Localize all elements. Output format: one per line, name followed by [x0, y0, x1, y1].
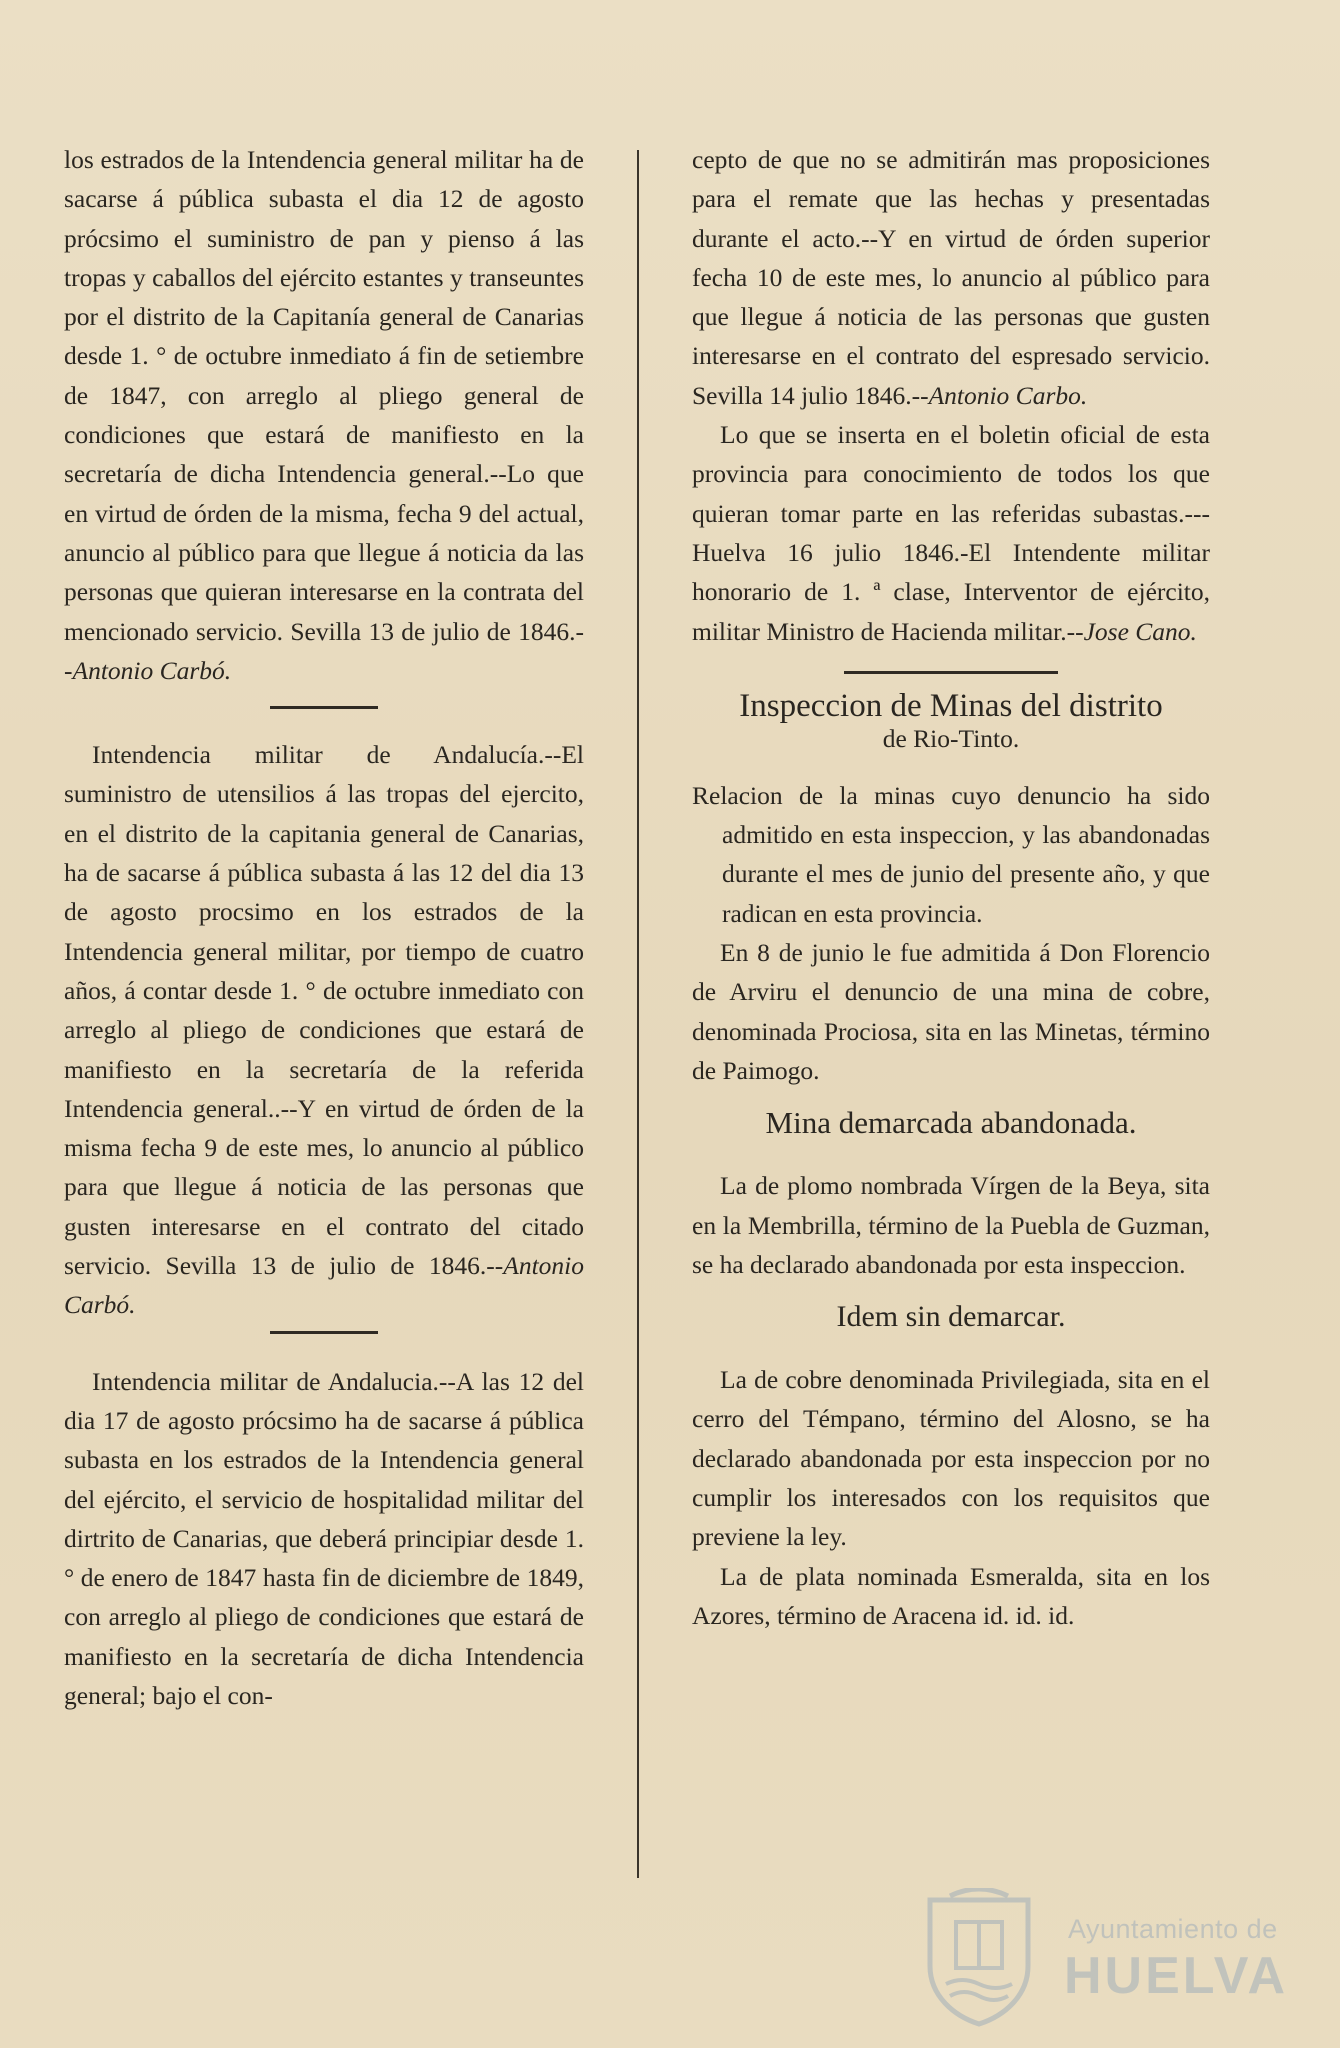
article-utensilios: [64, 735, 584, 1324]
heading-idem-sin-demarcar: Idem sin demarcar.: [836, 1300, 1066, 1334]
watermark-line2: HUELVA: [1064, 1947, 1289, 2005]
divider-rule: [270, 1331, 378, 1334]
signature: Antonio Carbo.: [928, 380, 1088, 410]
article-text: Lo que se inserta en el boletin oficial de esta provincia para conocimiento de todos los que quieran tomar parte en las referidas subastas.---Huelva 16 julio 1846.-El Intendente militar honorario de 1. ª clase, Interventor de ejército, militar Ministro de Hacienda militar.--: [692, 420, 1210, 646]
article-continuation: [692, 140, 1210, 415]
article-text: cepto de que no se admitirán mas proposiciones para el remate que las hechas y presentadas durante el acto.--Y en virtud de órden superior fecha 10 de este mes, lo anuncio al público para que llegue á noticia de las personas que gusten interesarse en el contrato del espresado servicio. Sevilla 14 julio 1846.--: [692, 145, 1210, 410]
signature: Antonio Carbó.: [64, 1251, 584, 1320]
section-heading: Inspeccion de Minas del distrito: [739, 687, 1163, 724]
signature: Jose Cano.: [1083, 616, 1197, 646]
coat-of-arms-icon: [920, 1888, 1038, 2028]
divider-rule: [270, 706, 378, 709]
huelva-watermark: [920, 1888, 1289, 2028]
article-boletin: [692, 415, 1210, 651]
plomo-paragraph: La de plomo nombrada Vírgen de la Beya, sita en la Membrilla, término de la Puebla de Guzman, se ha declarado abandonada por esta inspeccion.: [692, 1171, 1210, 1279]
section-subheading: de Rio-Tinto.: [882, 723, 1020, 753]
article-text: Intendencia militar de Andalucía.--El suministro de utensilios á las tropas del ejercito, en el distrito de la capitania general de Canarias, ha de sacarse á pública subasta á las 12 del dia 13 de agosto procsimo en los estrados de la Intendencia general militar, por tiempo de cuatro años, á contar desde 1. ° de octubre inmediato con arreglo al pliego de condiciones que estará de manifiesto en la secretaría de la referida Intendencia general..--Y en virtud de órden de la misma fecha 9 de este mes, lo anuncio al público para que llegue á noticia de las personas que gusten interesarse en el contrato del citado servicio. Sevilla 13 de julio de 1846.--: [64, 740, 584, 1281]
article-hospitalidad: Intendencia militar de Andalucia.--A las 12 del dia 17 de agosto prócsimo ha de sacarse á pública subasta en los estrados de la Intendencia general del ejército, el servicio de hospitalidad militar del dirtrito de Canarias, que deberá principiar desde 1. ° de enero de 1847 hasta fin de diciembre de 1849, con arreglo al pliego de condiciones que estará de manifiesto en la secretaría de dicha Intendencia general; bajo el con-: [64, 1366, 584, 1710]
section-divider-rule: [844, 671, 1058, 674]
signature: Antonio Carbó.: [72, 655, 232, 685]
heading-mina-demarcada: Mina demarcada abandonada.: [765, 1105, 1137, 1141]
left-column: [64, 140, 584, 1715]
right-column: [692, 140, 1210, 1635]
article-suministro-pan: [64, 140, 584, 690]
relacion-paragraph: Relacion de la minas cuyo denuncio ha sido admitido en esta inspeccion, y las abandonadas durante el mes de junio del presente año, y que radican en esta provincia.: [692, 780, 1210, 928]
denuncio-paragraph: En 8 de junio le fue admitida á Don Florencio de Arviru el denuncio de una mina de cobre, denominada Prociosa, sita en las Minetas, término de Paimogo.: [692, 938, 1210, 1085]
column-divider: [637, 150, 639, 1878]
watermark-line1: Ayuntamiento de: [1068, 1914, 1278, 1944]
article-text: los estrados de la Intendencia general militar ha de sacarse á pública subasta el dia 12 de agosto prócsimo el suministro de pan y pienso á las tropas y caballos del ejército estantes y transeuntes por el distrito de la Capitanía general de Canarias desde 1. ° de octubre inmediato á fin de setiembre de 1847, con arreglo al pliego general de condiciones que estará de manifiesto en la secretaría de dicha Intendencia general.--Lo que en virtud de órden de la misma, fecha 9 del actual, anuncio al público para que llegue á noticia da las personas que quieran interesarse en la contrata del mencionado servicio. Sevilla 13 de julio de 1846.--: [64, 145, 584, 685]
cobre-paragraph: La de cobre denominada Privilegiada, sita en el cerro del Témpano, término del Alosno, se ha declarado abandonada por esta inspeccion por no cumplir los interesados con los requisitos que previene la ley.: [692, 1365, 1210, 1552]
plata-paragraph: La de plata nominada Esmeralda, sita en los Azores, término de Aracena id. id. id.: [692, 1561, 1210, 1630]
